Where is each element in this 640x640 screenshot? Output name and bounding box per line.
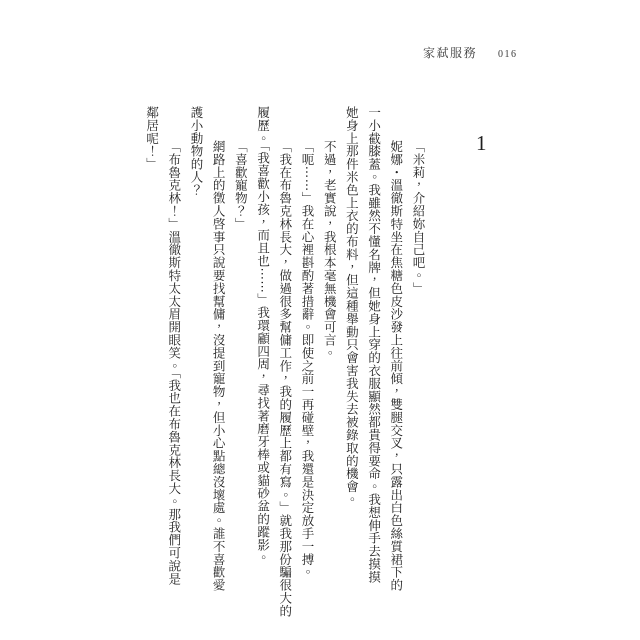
vertical-text [140,106,429,618]
text-column: 她身上那件米色上衣的布料，但這種舉動只會害我失去被錄取的機會。 [344,106,359,506]
chapter-number: 1 [476,131,487,155]
text-column: 網路上的徵人啓事只說要找幫傭，沒提到寵物，但小心點總沒壞處。誰不喜歡愛 [211,140,226,592]
book-title: 家弒服務 [423,46,478,60]
text-column: 「呃⋯⋯」我在心裡斟酌著措辭。即使之前一再碰壁，我還是決定放手一搏。 [299,140,314,579]
page-number: 016 [498,49,518,60]
text-column: 鄰居呢！」 [144,106,159,171]
text-column: 不過，老實說，我根本毫無機會可言。 [322,140,337,360]
text-column: 「喜歡寵物？」 [233,140,248,231]
text-column: 「布魯克林！」溫徹斯特太太眉開眼笑。「我也在布魯克林長大。那我們可說是 [166,140,181,586]
text-column: 一小截膝蓋。我雖然不懂名牌，但她身上穿的衣服顯然都貴得要命。我想伸手去摸摸 [366,106,381,584]
text-column: 履歷。「我喜歡小孩，而且也⋯⋯」我環顧四周，尋找著磨牙棒或貓砂盆的蹤影。 [255,106,270,565]
running-header [423,44,518,61]
text-column: 「我在布魯克林長大，做過很多幫傭工作，我的履歷上都有寫。」就我那份騙很大的 [277,140,292,618]
text-column: 妮娜・溫徹斯特坐在焦糖色皮沙發上往前傾，雙腿交叉，只露出白色絲質裙下的 [388,140,403,592]
text-column: 護小動物的人？ [188,106,203,197]
text-column: 「米莉，介紹妳自己吧。」 [411,140,425,295]
